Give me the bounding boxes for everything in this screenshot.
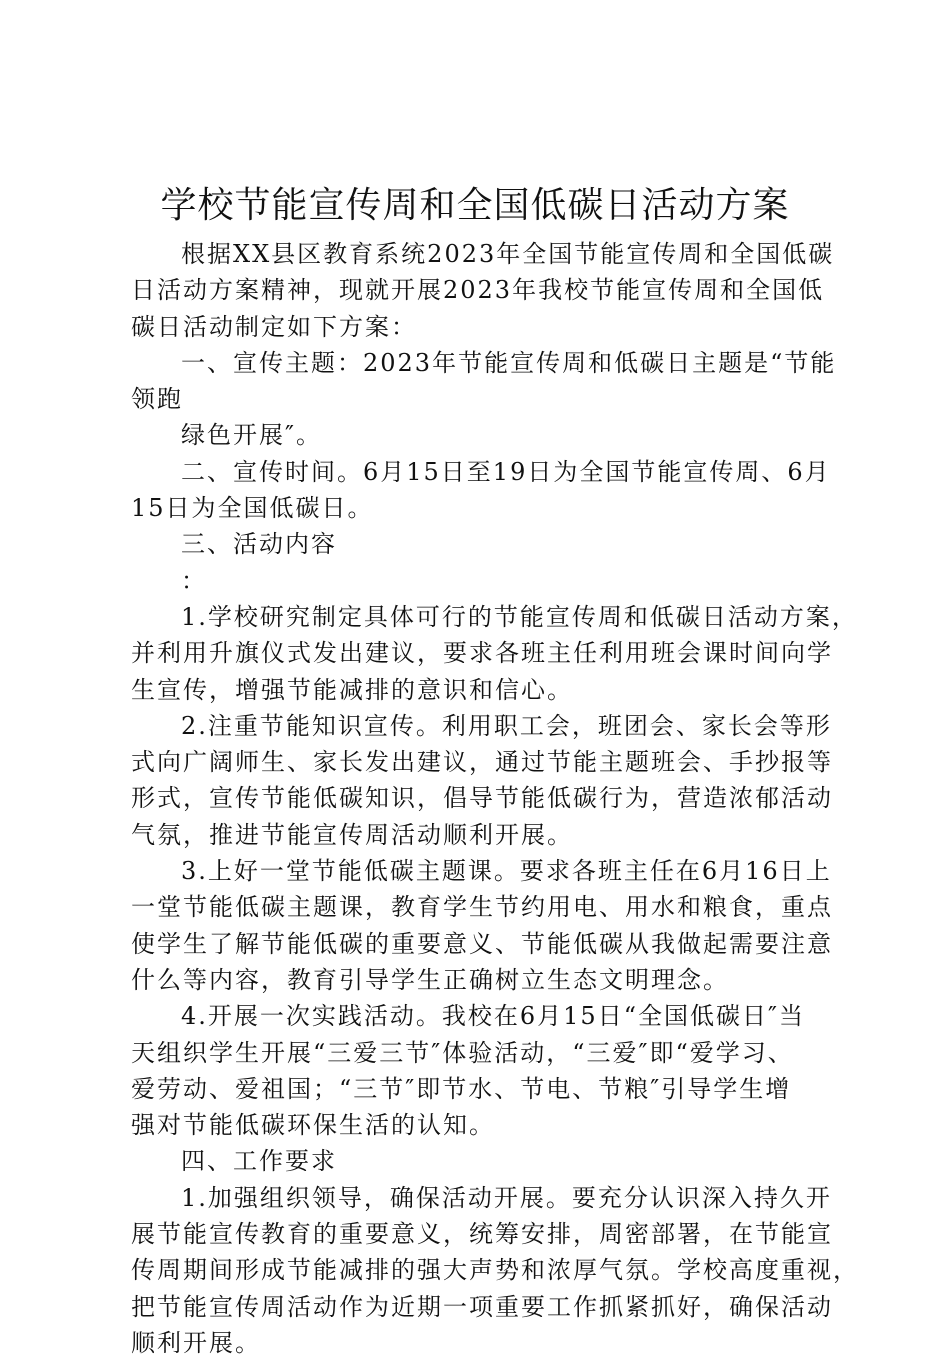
text-line: 2.注重节能知识宣传。利用职工会，班团会、家长会等形 (181, 711, 832, 740)
text-line: 生宣传，增强节能减排的意识和信心。 (131, 675, 573, 704)
text-line: 绿色开展″。 (181, 421, 322, 450)
text-line: 碳日活动制定如下方案： (131, 312, 417, 341)
text-line: 1.学校研究制定具体可行的节能宣传周和低碳日活动方案， (181, 602, 858, 631)
text-line: 天组织学生开展“三爱三节″体验活动，“三爱″即“爱学习、 (131, 1038, 794, 1067)
text-line: 4.开展一次实践活动。我校在6月15日“全国低碳日″当 (181, 1002, 805, 1031)
text-line: 四、工作要求 (181, 1147, 337, 1176)
text-line: 15日为全国低碳日。 (131, 494, 374, 523)
text-line: 1.加强组织领导，确保活动开展。要充分认识深入持久开 (181, 1183, 832, 1212)
text-line: 强对节能低碳环保生活的认知。 (131, 1111, 495, 1140)
text-line: 展节能宣传教育的重要意义，统筹安排，周密部署，在节能宣 (131, 1220, 833, 1249)
text-line: 根据XX县区教育系统2023年全国节能宣传周和全国低碳 (181, 240, 835, 268)
text-line: 气氛，推进节能宣传周活动顺利开展。 (131, 820, 573, 849)
text-line: 使学生了解节能低碳的重要意义、节能低碳从我做起需要注意 (131, 929, 833, 958)
text-line: 日活动方案精神，现就开展2023年我校节能宣传周和全国低 (131, 276, 825, 305)
text-line: 一堂节能低碳主题课，教育学生节约用电、用水和粮食，重点 (131, 893, 833, 922)
text-line: 爱劳动、爱祖国；“三节″即节水、节电、节粮″引导学生增 (131, 1074, 792, 1103)
text-line: 式向广阔师生、家长发出建议，通过节能主题班会、手抄报等 (131, 748, 833, 777)
text-line: 三、活动内容 (181, 530, 337, 559)
text-line: 把节能宣传周活动作为近期一项重要工作抓紧抓好，确保活动 (131, 1292, 833, 1321)
text-line: 什么等内容，教育引导学生正确树立生态文明理念。 (131, 965, 729, 994)
document-body (131, 236, 859, 1361)
text-line: 二、宣传时间。6月15日至19日为全国节能宣传周、6月 (181, 457, 831, 486)
text-line: 3.上好一堂节能低碳主题课。要求各班主任在6月16日上 (181, 857, 832, 886)
text-line: 形式，宣传节能低碳知识，倡导节能低碳行为，营造浓郁活动 (131, 784, 833, 813)
text-line: 领跑 (131, 385, 183, 414)
text-line: 顺利开展。 (131, 1328, 261, 1357)
document-title: 学校节能宣传周和全国低碳日活动方案 (160, 185, 790, 226)
text-line: 一、宣传主题：2023年节能宣传周和低碳日主题是“节能 (181, 348, 837, 377)
text-line: 并利用升旗仪式发出建议，要求各班主任利用班会课时间向学 (131, 639, 833, 668)
text-line: 传周期间形成节能减排的强大声势和浓厚气氛。学校高度重视， (131, 1256, 859, 1285)
text-line: ： (181, 566, 207, 595)
